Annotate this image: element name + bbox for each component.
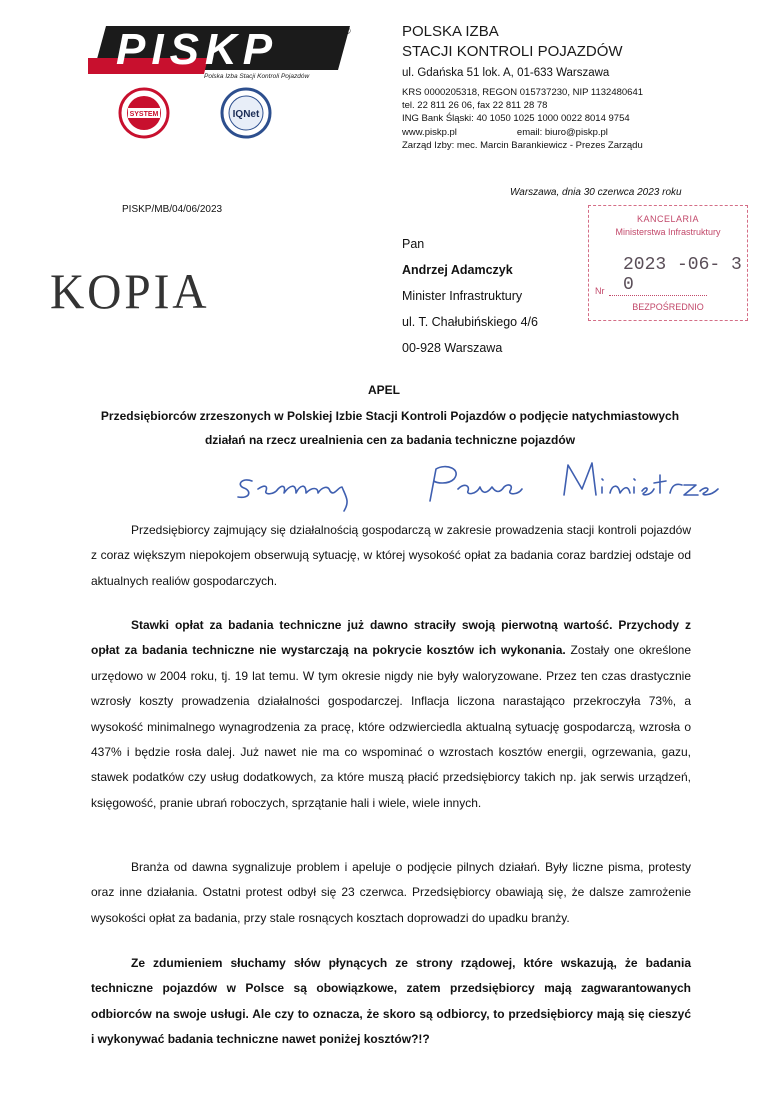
svg-text:®: ® [344,26,351,36]
stamp-nr-line [609,295,707,296]
paragraph-2-bold: Stawki opłat za badania techniczne już dawno straciły swoją pierwotną wartość. Przychody z opłat za badania techniczne nie wystarczają na pokrycie kosztów ich wykonania. [91,618,691,658]
org-board: Zarząd Izby: mec. Marcin Barankiewicz - Prezes Zarządu [402,139,643,151]
iqnet-seal-icon [222,89,270,137]
letter-title: APEL [367,383,400,397]
reference-number: PISKP/MB/04/06/2023 [122,204,223,215]
place-date: Warszawa, dnia 30 czerwca 2023 roku [510,187,682,198]
organization-name [402,22,623,62]
recipient-block [402,231,538,361]
org-web-email [402,126,643,139]
recipient-position: Minister Infrastruktury [402,289,523,303]
piskp-logo [88,22,356,82]
org-address: ul. Gdańska 51 lok. A, 01-633 Warszawa [402,67,610,79]
recipient-city: 00-928 Warszawa [402,341,503,355]
handwritten-greeting [230,455,730,515]
seal2-label: IQNet [232,109,260,120]
paragraph-4-text: Ze zdumieniem słuchamy słów płynących ze strony rządowej, które wskazują, że badania techniczne pojazdów w Polsce są obowiązkowe, zatem przedsiębiorcy mają zagwarantowanych odbiorców na swoje usługi. Ale czy to oznacza, że skoro są odbiorcy, to przedsiębiorcy mają się cieszyć i wykonywać badania techniczne nawet poniżej kosztów?!? [91,956,691,1047]
paragraph-3-text: Branża od dawna sygnalizuje problem i apeluje o podjęcie pilnych działań. Były liczne pisma, protesty oraz inne działania. Ostatni protest odbył się 23 czerwca. Przedsiębiorcy obawiają się, że dalsze zamrożenie wysokości opłat za badania, przy stale rosnących kosztach doprowadzi do upadku branży. [91,860,691,925]
stamp-nr-label: Nr [595,286,605,296]
paragraph-2 [91,613,691,816]
stamp-line1: KANCELARIA [636,214,700,224]
registry-stamp [588,205,748,321]
org-name-line1: POLSKA IZBA [402,23,499,40]
org-name-line2: STACJI KONTROLI POJAZDÓW [402,43,623,60]
letter-subtitle: Przedsiębiorców zrzeszonych w Polskiej Izbie Stacji Kontroli Pojazdów o podjęcie natychmiastowych działań na rzecz urealnienia cen za badania techniczne pojazdów [100,409,680,447]
certification-seals [118,86,288,140]
paragraph-3 [91,855,691,931]
recipient-street: ul. T. Chałubińskiego 4/6 [402,315,538,329]
stamp-line3: BEZPOŚREDNIO [632,302,704,312]
org-www-link[interactable]: www.piskp.pl [402,126,457,138]
paragraph-2-text: Zostały one określone urzędowo w 2004 roku, tj. 19 lat temu. W tym okresie nigdy nie były waloryzowane. Przez ten czas drastycznie wzrosły koszty prowadzenia działalności gospodarczej. Inflacja liczona narastająco przekroczyła 73%, a wysokość minimalnego wynagrodzenia za pracę, które odzwierciedla aktualną sytuację gospodarczą, wzrosła o 437% i będzie rosła dalej. Już nawet nie ma co wspominać o wzrostach kosztów energii, ogrzewania, gazu, stawek podatków czy usług dodatkowych, za które muszą płacić przedsiębiorcy takich np. jak serwis urządzeń, księgowość, pranie ubrań roboczych, sprzątanie hali i wiele, wiele innych. [91,643,692,810]
recipient-salutation: Pan [402,237,425,251]
recipient-name: Andrzej Adamczyk [402,263,513,277]
org-tel: tel. 22 811 26 06, fax 22 811 28 78 [402,100,548,112]
system-certification-seal-icon [120,89,168,137]
logo-text: PISKP [116,25,279,74]
org-krs: KRS 0000205318, REGON 015737230, NIP 1132480641 [402,87,644,98]
paragraph-1-text: Przedsiębiorcy zajmujący się działalnością gospodarczą w zakresie prowadzenia stacji kontroli pojazdów z coraz większym niepokojem obserwują sytuację, w której wysokość opłat za badania coraz bardziej odstaje od aktualnych realiów gospodarczych. [91,523,691,588]
seal1-label: SYSTEM [129,111,159,118]
stamp-date: 2023 -06- 3 0 [623,255,742,295]
org-bank: ING Bank Śląski: 40 1050 1025 1000 0022 8014 9754 [402,113,630,125]
org-email-link[interactable]: email: biuro@piskp.pl [516,126,608,138]
stamp-line2: Ministerstwa Infrastruktury [615,227,721,237]
paragraph-1 [91,518,691,594]
paragraph-4 [91,951,691,1053]
org-details [402,86,643,152]
logo-tagline: Polska Izba Stacji Kontroli Pojazdów [204,73,310,80]
copy-mark: KOPIA [50,263,210,319]
